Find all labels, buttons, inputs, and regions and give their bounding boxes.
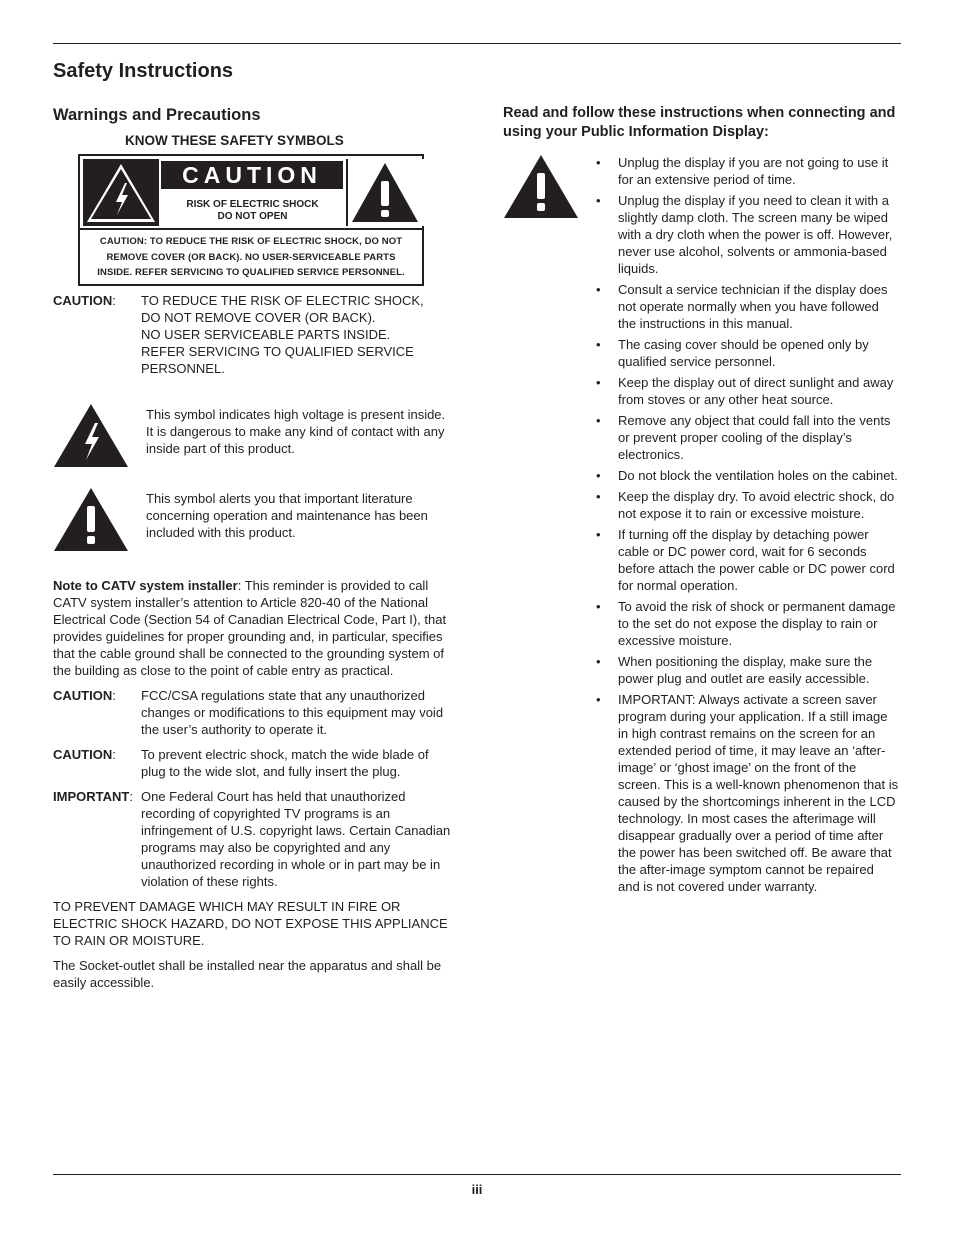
bullet-dot: • — [596, 527, 601, 542]
list-item-text: Unplug the display if you need to clean it with a slightly damp cloth. The screen many be wiped with a dry cloth when the power is off. However, never use alcohol, solvents or ammonia-based liquids. — [618, 193, 893, 276]
caution-box-bottom-text — [80, 234, 422, 281]
caution-box-top — [80, 156, 422, 229]
catv-note-title: Note to CATV system installer — [53, 578, 238, 593]
symbols-title: KNOW THESE SAFETY SYMBOLS — [125, 133, 344, 148]
list-item — [596, 281, 899, 332]
bullet-dot: • — [596, 692, 601, 707]
list-item-text: Remove any object that could fall into the vents or prevent proper cooling of the display’s electronics. — [618, 413, 891, 462]
left-column — [53, 104, 453, 991]
list-item — [596, 488, 899, 522]
caution-line: DO NOT REMOVE COVER (OR BACK). — [141, 310, 376, 325]
lightning-triangle-icon — [53, 403, 146, 473]
caution-label-colon: : — [112, 688, 116, 703]
list-item-text: Keep the display dry. To avoid electric shock, do not expose it to rain or excessive moisture. — [618, 489, 895, 521]
caution-label-box — [78, 154, 424, 286]
voltage-symbol-row — [53, 403, 453, 473]
page-number: iii — [471, 1182, 483, 1197]
caution-label-text: CAUTION — [53, 688, 113, 703]
list-item — [596, 374, 899, 408]
important-label-colon: : — [129, 789, 133, 804]
caution-note-2 — [53, 687, 453, 738]
high-voltage-icon — [83, 159, 159, 226]
caution-label-colon: : — [112, 293, 116, 308]
caution-label-colon: : — [112, 747, 116, 762]
bullet-dot: • — [596, 193, 601, 208]
list-item-text: The casing cover should be opened only by qualified service personnel. — [618, 337, 869, 369]
caution-label-text: CAUTION — [53, 747, 113, 762]
exclamation-triangle-icon — [53, 487, 146, 557]
literature-symbol-row — [53, 487, 453, 557]
instructions-list — [596, 154, 899, 899]
caution-label-text: CAUTION — [53, 293, 113, 308]
voltage-symbol-text: This symbol indicates high voltage is present inside. It is dangerous to make any kind of contact with any inside part of this product. — [146, 407, 446, 456]
list-item-text: When positioning the display, make sure the power plug and outlet are easily accessible. — [618, 654, 873, 686]
caution-line: TO REDUCE THE RISK OF ELECTRIC SHOCK, — [141, 293, 424, 308]
list-item-text: Keep the display out of direct sunlight and away from stoves or any other heat source. — [618, 375, 894, 407]
list-item-text: Do not block the ventilation holes on the cabinet. — [618, 468, 898, 483]
list-item-text: Consult a service technician if the display does not operate normally when you have followed the instructions in this manual. — [618, 282, 888, 331]
list-item — [596, 412, 899, 463]
caution-sub-line: DO NOT OPEN — [217, 211, 288, 222]
caution-box-center — [161, 159, 344, 226]
bullet-dot: • — [596, 468, 601, 483]
list-item-text: To avoid the risk of shock or permanent damage to the set do not expose the display to rain or excessive moisture. — [618, 599, 896, 648]
right-column — [503, 104, 899, 899]
catv-note-text: : This reminder is provided to call CATV system installer’s attention to Article 820-40 of the National Electrical Code (Section 54 of Canadian Electrical Code, Part I), that provides guidelines for proper grounding and, in particular, specifies that the cable ground shall be connected to the grounding system of the building as close to the point of cable entry as practical. — [53, 578, 447, 678]
list-item — [596, 154, 899, 188]
list-item — [596, 691, 899, 895]
instructions-body — [503, 154, 899, 899]
list-item — [596, 192, 899, 277]
page-title: Safety Instructions — [53, 60, 234, 82]
fire-warning: TO PREVENT DAMAGE WHICH MAY RESULT IN FIRE OR ELECTRIC SHOCK HAZARD, DO NOT EXPOSE THIS APPLIANCE TO RAIN OR MOISTURE. — [53, 899, 448, 948]
bullet-dot: • — [596, 155, 601, 170]
important-note — [53, 788, 453, 890]
caution-box-divider — [80, 228, 422, 230]
caution-text: FCC/CSA regulations state that any unauthorized changes or modifications to this equipment may void the user’s authority to operate it. — [141, 688, 444, 737]
warning-triangle-icon — [503, 154, 596, 899]
top-rule — [53, 43, 901, 44]
caution-line: PERSONNEL. — [141, 361, 225, 376]
list-item-text: If turning off the display by detaching power cable or DC power cord, wait for 6 seconds before attach the power cable or DC power cord for normal operation. — [618, 527, 895, 593]
instructions-heading: Read and follow these instructions when connecting and using your Public Information Display: — [503, 105, 896, 140]
bullet-dot: • — [596, 654, 601, 669]
list-item — [596, 467, 899, 484]
bullet-dot: • — [596, 599, 601, 614]
caution-line: NO USER SERVICEABLE PARTS INSIDE. — [141, 327, 391, 342]
caution-bottom-line: INSIDE. REFER SERVICING TO QUALIFIED SERVICE PERSONNEL. — [97, 267, 405, 278]
caution-sub-text — [161, 199, 344, 223]
list-item — [596, 336, 899, 370]
caution-line: REFER SERVICING TO QUALIFIED SERVICE — [141, 344, 414, 359]
section-title: Warnings and Precautions — [53, 106, 261, 124]
important-label-text: IMPORTANT — [53, 789, 130, 804]
bottom-rule — [53, 1174, 901, 1175]
catv-note — [53, 577, 453, 679]
caution-label — [53, 292, 141, 377]
caution-word: CAUTION — [161, 161, 343, 189]
caution-note-3 — [53, 746, 453, 780]
caution-note-1 — [53, 292, 453, 377]
important-label — [53, 788, 141, 890]
caution-label — [53, 746, 141, 780]
bullet-dot: • — [596, 413, 601, 428]
bullet-dot: • — [596, 282, 601, 297]
list-item — [596, 526, 899, 594]
important-text: One Federal Court has held that unauthorized recording of copyrighted TV programs is an infringement of U.S. copyright laws. Certain Canadian programs may also be copyrighted and any unauthorized recording in whole or in part may be in violation of these rights. — [141, 789, 451, 889]
caution-label — [53, 687, 141, 738]
bullet-dot: • — [596, 337, 601, 352]
list-item-text: Unplug the display if you are not going to use it for an extensive period of time. — [618, 155, 889, 187]
literature-symbol-text: This symbol alerts you that important literature concerning operation and maintenance has been included with this product. — [146, 491, 428, 540]
caution-text — [141, 292, 453, 377]
exclamation-icon — [346, 159, 424, 226]
socket-note: The Socket-outlet shall be installed near the apparatus and shall be easily accessible. — [53, 958, 442, 990]
bullet-dot: • — [596, 489, 601, 504]
list-item — [596, 598, 899, 649]
caution-bottom-line: CAUTION: TO REDUCE THE RISK OF ELECTRIC SHOCK, DO NOT — [99, 236, 403, 247]
bullet-dot: • — [596, 375, 601, 390]
caution-text: To prevent electric shock, match the wide blade of plug to the wide slot, and fully insert the plug. — [141, 747, 429, 779]
caution-bottom-line: REMOVE COVER (OR BACK). NO USER-SERVICEABLE PARTS — [106, 251, 396, 263]
list-item — [596, 653, 899, 687]
caution-sub-line: RISK OF ELECTRIC SHOCK — [186, 199, 319, 210]
list-item-text: IMPORTANT: Always activate a screen saver program during your application. If a still image in high contrast remains on the screen for an extended period of time, it may leave an ‘after-image’ or ‘ghost image’ on the front of the screen. This is a well-known phenomenon that is caused by the shortcomings inherent in the LCD technology. In most cases the afterimage will disappear gradually over a period of time after the power has been switched off. Be aware that the after-image symptom cannot be repaired and is not covered under warranty. — [618, 692, 899, 894]
